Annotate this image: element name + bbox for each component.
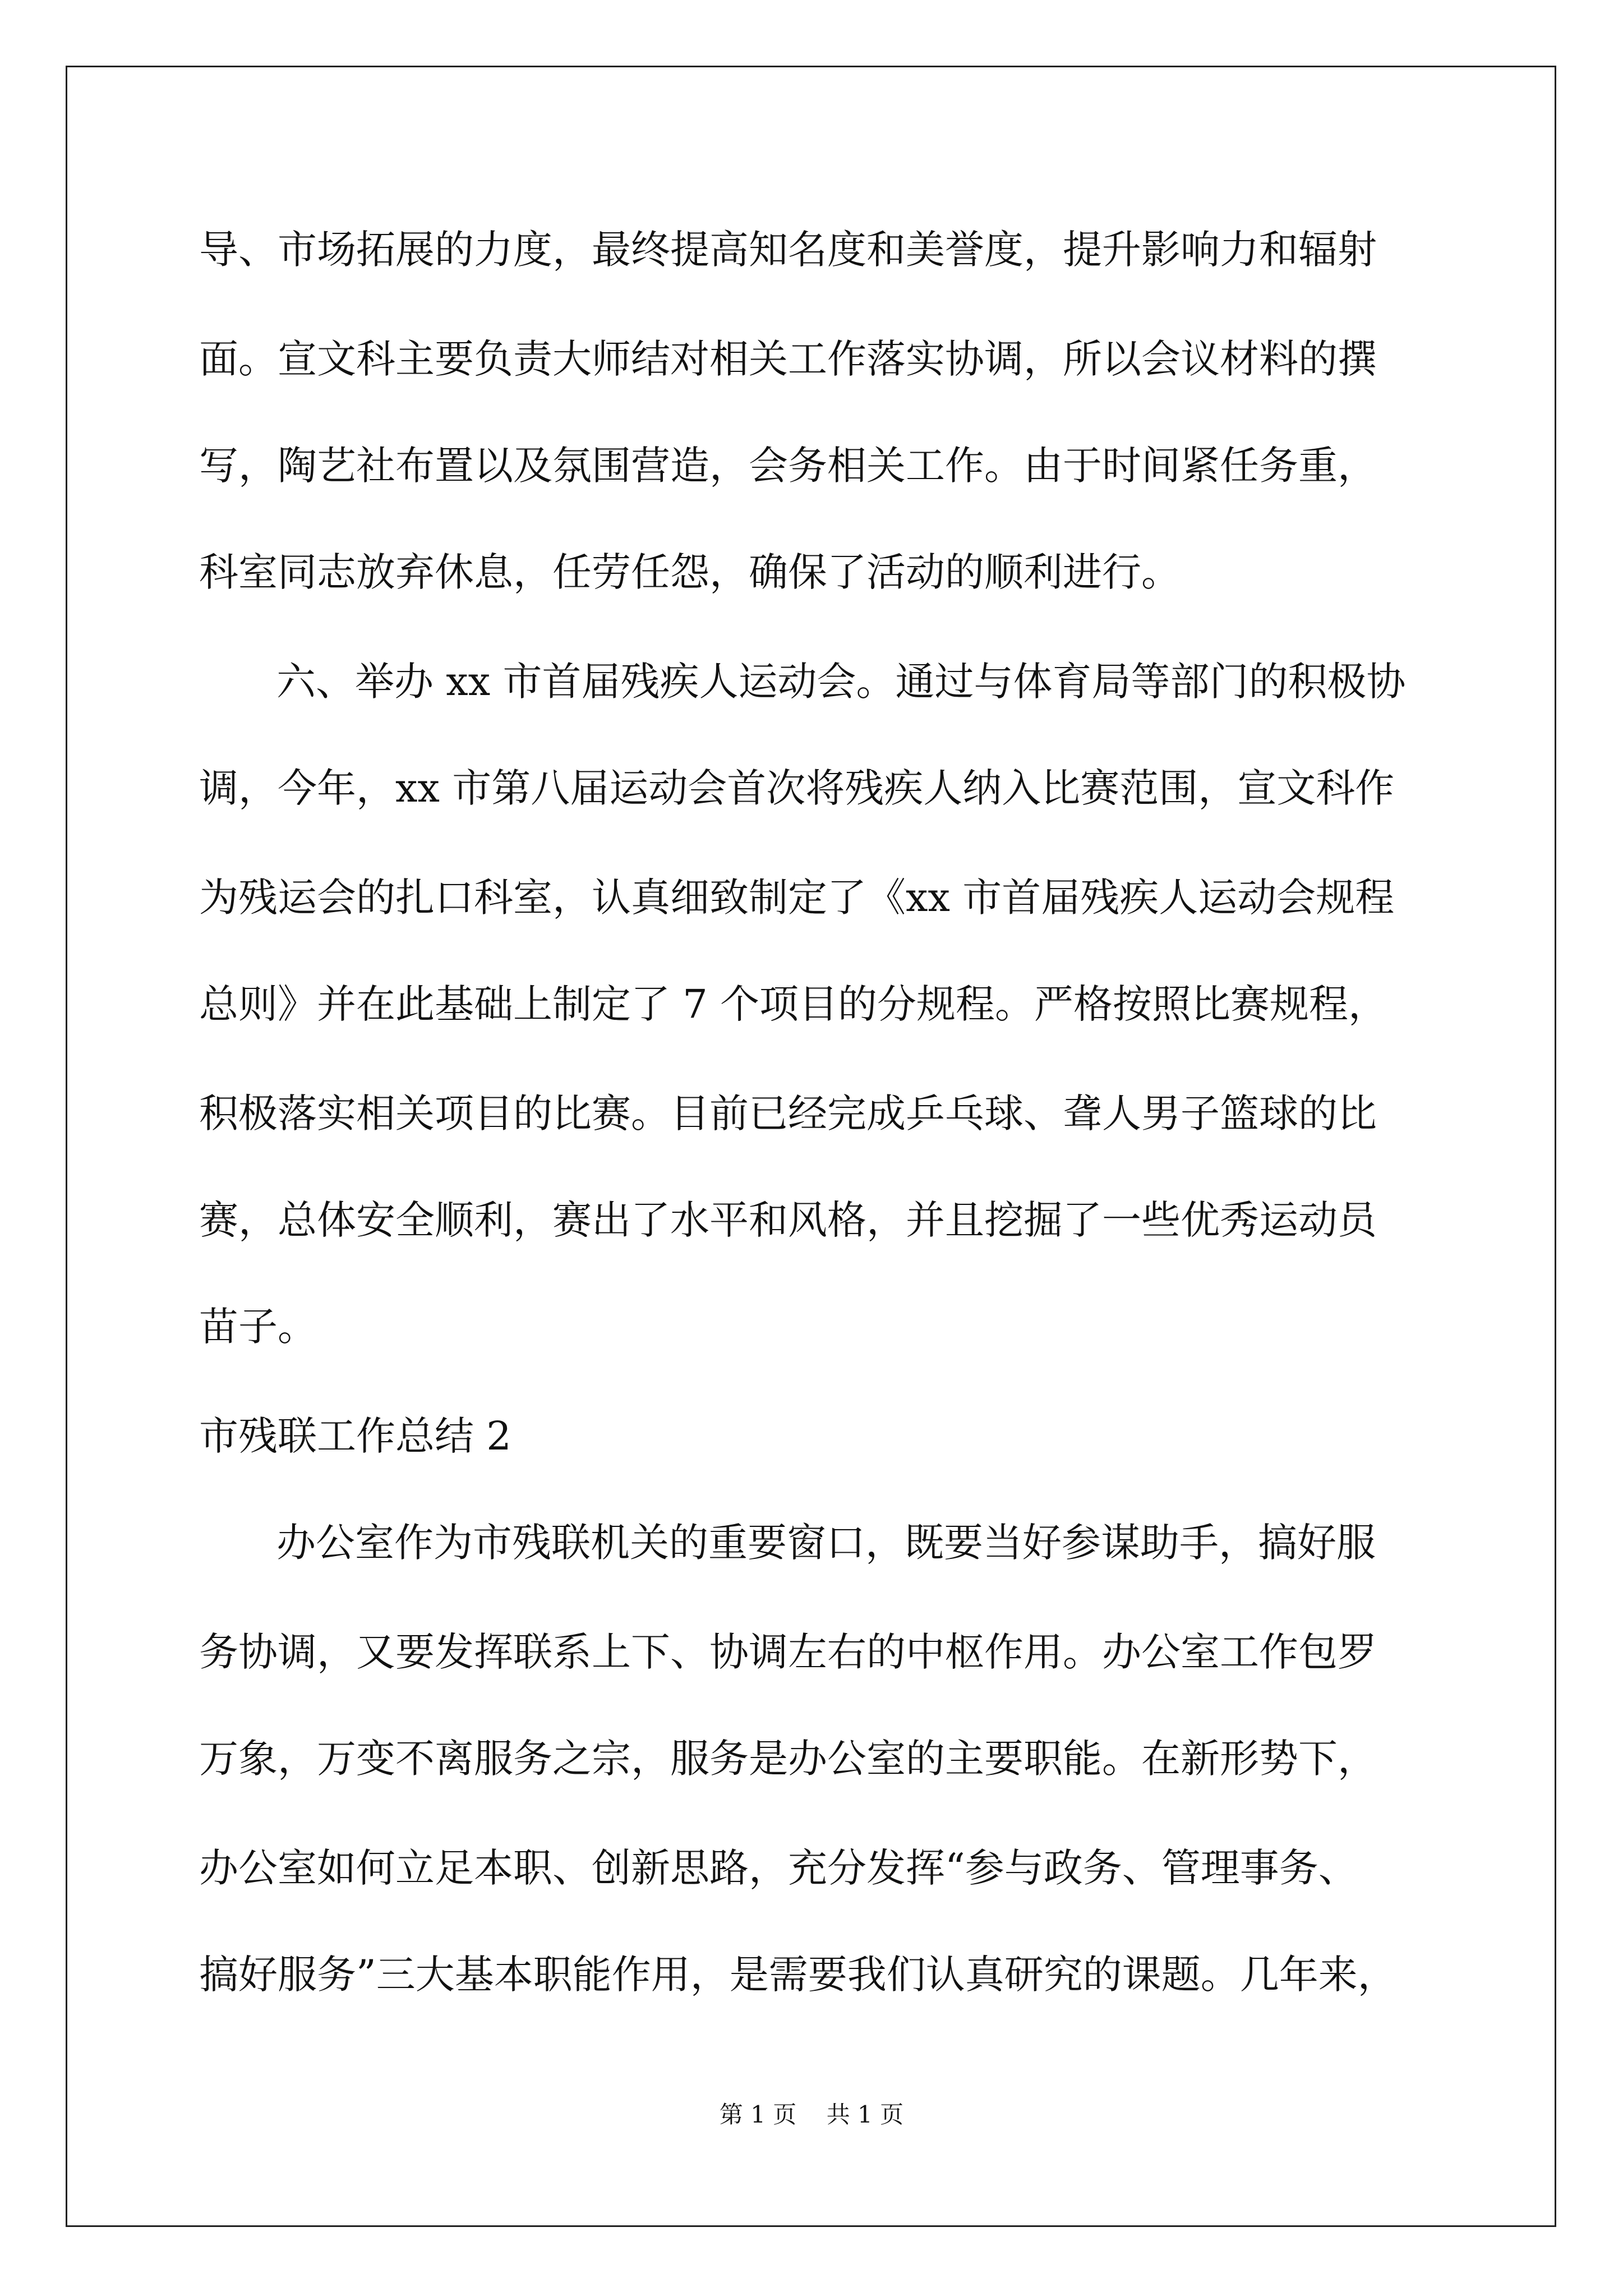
page-border (66, 66, 1556, 2227)
body-text-line: 赛，总体安全顺利，赛出了水平和风格，并且挖掘了一些优秀运动员 (199, 1197, 1377, 1243)
body-text-line: 科室同志放弃休息，任劳任怨，确保了活动的顺利进行。 (199, 549, 1181, 595)
body-text-line: 积极落实相关项目的比赛。目前已经完成乒乓球、聋人男子篮球的比 (199, 1091, 1377, 1137)
paragraph-first-line: 办公室作为市残联机关的重要窗口，既要当好参谋助手，搞好服 (276, 1520, 1376, 1566)
body-text-line: 总则》并在此基础上制定了 7 个项目的分规程。严格按照比赛规程， (199, 981, 1388, 1027)
body-text-line: 万象，万变不离服务之宗，服务是办公室的主要职能。在新形势下， (199, 1736, 1377, 1782)
paragraph-first-line: 六、举办 xx 市首届残疾人运动会。通过与体育局等部门的积极协 (276, 659, 1406, 705)
section-heading: 市残联工作总结 2 (199, 1413, 511, 1459)
body-text-line: 写，陶艺社布置以及氛围营造，会务相关工作。由于时间紧任务重， (199, 443, 1377, 489)
body-text-line: 务协调，又要发挥联系上下、协调左右的中枢作用。办公室工作包罗 (199, 1629, 1377, 1675)
body-text-line: 搞好服务”三大基本职能作用，是需要我们认真研究的课题。几年来， (199, 1952, 1397, 1998)
body-text-line: 办公室如何立足本职、创新思路，充分发挥“参与政务、管理事务、 (199, 1845, 1358, 1891)
body-text-line: 为残运会的扎口科室，认真细致制定了《xx 市首届残疾人运动会规程 (199, 875, 1395, 921)
body-text-line: 调，今年，xx 市第八届运动会首次将残疾人纳入比赛范围，宣文科作 (199, 765, 1395, 811)
body-text-line: 苗子。 (199, 1304, 317, 1350)
page-footer: 第 1 页 共 1 页 (719, 2101, 904, 2128)
body-text-line: 导、市场拓展的力度，最终提高知名度和美誉度，提升影响力和辐射 (199, 227, 1377, 273)
body-text-line: 面。宣文科主要负责大师结对相关工作落实协调，所以会议材料的撰 (199, 336, 1377, 382)
